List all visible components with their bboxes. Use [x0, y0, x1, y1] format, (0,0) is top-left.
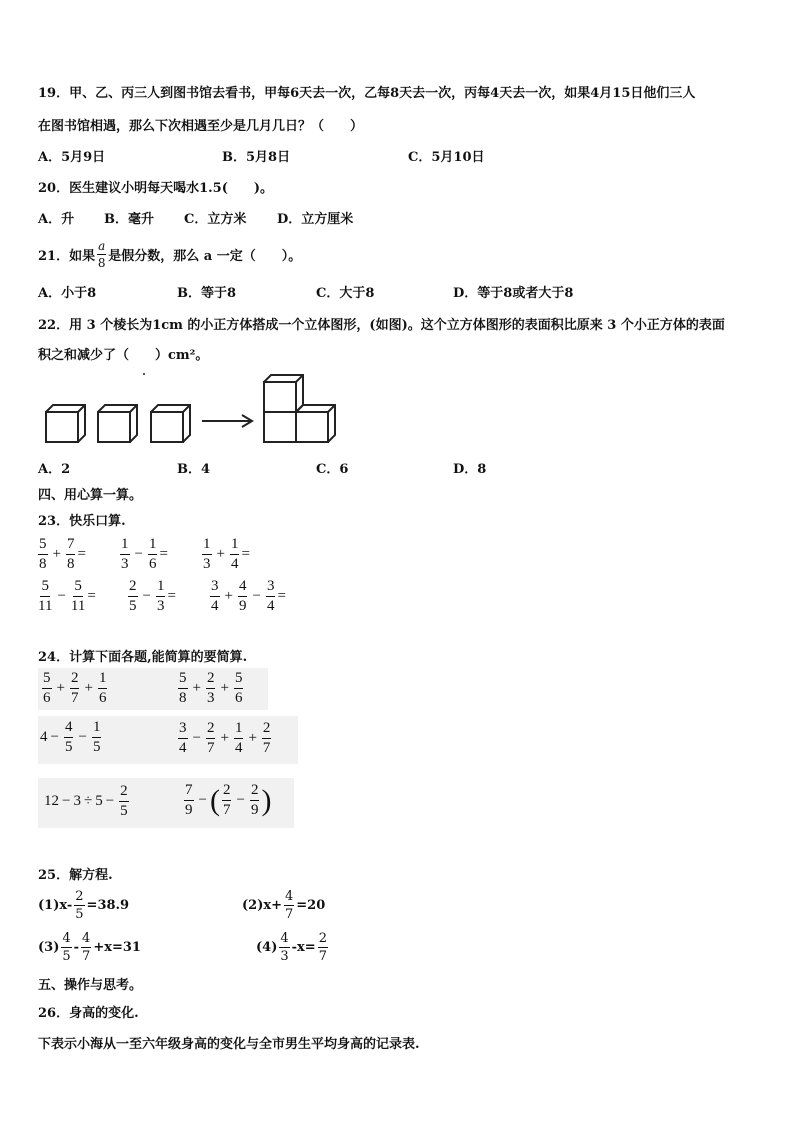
q24-expr-5: 12 − 3 ÷ 5 − $\frac{2}{5}$: [44, 783, 128, 819]
cubes-figure: [38, 368, 348, 448]
q26-title: 26．身高的变化.: [38, 1006, 139, 1021]
q25-eq-4: (4) $\frac{4}{3}$ -x= $\frac{2}{7}$: [256, 931, 327, 964]
q20-option-d[interactable]: D．立方厘米: [277, 212, 354, 227]
section-4-heading: 四、用心算一算。: [38, 488, 143, 503]
q21-suffix: 是假分数，那么 a 一定（ ）。: [108, 249, 302, 264]
q23-expr-4: $\frac{5}{11}$ − $\frac{5}{11}$ =: [38, 578, 96, 614]
q19-option-a[interactable]: A．5月9日: [38, 150, 106, 165]
q21-option-c[interactable]: C．大于8: [316, 286, 375, 301]
q23-expr-5: $\frac{2}{5}$ − $\frac{1}{3}$ =: [129, 578, 176, 614]
q19-option-b[interactable]: B．5月8日: [222, 150, 291, 165]
q23-expr-2: $\frac{1}{3}$ − $\frac{1}{6}$ =: [121, 536, 168, 572]
q23-expr-1: $\frac{5}{8}$ + $\frac{7}{8}$ =: [39, 536, 86, 572]
cube-2: [98, 405, 137, 442]
q22-line2: 积之和减少了（ ）cm²。: [38, 348, 209, 363]
q22-option-b[interactable]: B．4: [177, 462, 211, 477]
q19-line2: 在图书馆相遇，那么下次相遇至少是几月几日？（ ）: [38, 119, 364, 134]
q25-eq-3: (3) $\frac{4}{5}$ - $\frac{4}{7}$ +x=31: [38, 931, 141, 964]
q20-option-c[interactable]: C．立方米: [184, 212, 247, 227]
section-5-heading: 五、操作与思考。: [38, 978, 143, 993]
q23-expr-6: $\frac{3}{4}$ + $\frac{4}{9}$ − $\frac{3}{4}$ =: [211, 578, 286, 614]
q25-eq-2: (2)x+ $\frac{4}{7}$ =20: [242, 889, 326, 922]
combined-cubes: [264, 375, 335, 442]
q20-option-a[interactable]: A．升: [38, 212, 75, 227]
q24-expr-4: $\frac{3}{4}$ − $\frac{2}{7}$ + $\frac{1}{4}$ + $\frac{2}{7}$: [179, 720, 271, 756]
q21-fraction: [97, 240, 106, 269]
q21-frac-num: a: [98, 239, 106, 253]
q22-option-d[interactable]: D．8: [453, 462, 487, 477]
q22-option-a[interactable]: A．2: [38, 462, 71, 477]
q25-title: 25．解方程.: [38, 868, 113, 883]
q22-option-c[interactable]: C．6: [316, 462, 349, 477]
q19-option-c[interactable]: C．5月10日: [408, 150, 485, 165]
q24-expr-6: $\frac{7}{9}$ − ( $\frac{2}{7}$ − $\frac{2}{9}$ ): [185, 782, 272, 818]
q21-text: [38, 240, 301, 269]
q26-description: 下表示小海从一至六年级身高的变化与全市男生平均身高的记录表.: [38, 1037, 420, 1052]
q24-expr-1: $\frac{5}{6}$ + $\frac{2}{7}$ + $\frac{1}{6}$: [43, 670, 107, 706]
q24-expr-3: 4 − $\frac{4}{5}$ − $\frac{1}{5}$: [40, 719, 101, 755]
q22-line1: 22．用 3 个棱长为1cm 的小正方体搭成一个立体图形，(如图)。这个立方体图形的表面积比原来 3 个小正方体的表面: [38, 318, 725, 333]
q25-eq-1: (1)x- $\frac{2}{5}$ =38.9: [38, 889, 130, 922]
q24-title: 24．计算下面各题,能简算的要简算.: [38, 650, 248, 665]
q20-option-b[interactable]: B．毫升: [104, 212, 154, 227]
q20-text: 20．医生建议小明每天喝水1.5( )。: [38, 181, 274, 196]
cube-1: [46, 405, 85, 442]
q24-expr-2: $\frac{5}{8}$ + $\frac{2}{3}$ + $\frac{5}{6}$: [179, 670, 243, 706]
q21-frac-den: 8: [97, 256, 106, 270]
cube-3: [151, 405, 190, 442]
q19-line1: 19．甲、乙、丙三人到图书馆去看书，甲每6天去一次，乙每8天去一次，丙每4天去一次，如果4月15日他们三人: [38, 86, 696, 101]
q21-prefix: 21．如果: [38, 249, 96, 264]
q21-option-a[interactable]: A．小于8: [38, 286, 97, 301]
q23-title: 23．快乐口算.: [38, 514, 126, 529]
q23-expr-3: $\frac{1}{3}$ + $\frac{1}{4}$ =: [203, 536, 250, 572]
arrow-icon: [202, 415, 252, 427]
q21-option-b[interactable]: B．等于8: [177, 286, 237, 301]
q21-option-d[interactable]: D．等于8或者大于8: [453, 286, 574, 301]
